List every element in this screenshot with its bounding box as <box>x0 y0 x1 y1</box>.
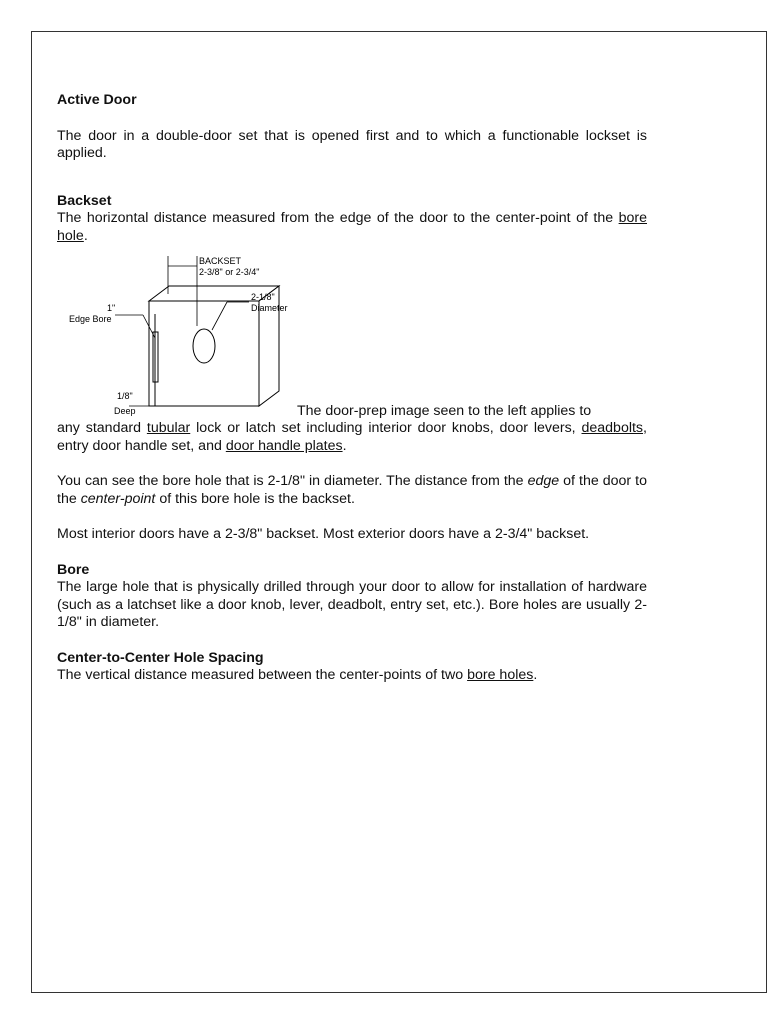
bore-hole-text-b: of the door to the <box>57 473 647 507</box>
backset-definition-text: The horizontal distance measured from the edge of the door to the center-point of the <box>57 210 614 226</box>
bore-definition: The large hole that is physically drilled through your door to allow for installation of hardware (such as a latchset like a door knob, lever, deadbolt, entry set, etc.). Bore holes are usually 2-1/8" in diameter. <box>57 579 647 630</box>
active-door-definition: The door in a double-door set that is opened first and to which a functionable lockset is applied. <box>57 127 647 161</box>
heading-center-to-center: Center-to-Center Hole Spacing <box>57 649 264 666</box>
backset-period: . <box>83 227 88 244</box>
deep-label: Deep <box>114 406 136 416</box>
link-door-handle-plates[interactable]: door handle plates <box>225 437 343 454</box>
emphasis-center-point: center-point <box>80 490 156 507</box>
link-bore-hole[interactable]: bore hole <box>57 210 647 244</box>
heading-bore: Bore <box>57 561 90 578</box>
heading-active-door: Active Door <box>57 92 137 108</box>
backset-definition <box>57 210 647 245</box>
heading-backset: Backset <box>57 192 112 209</box>
document-content <box>57 62 647 685</box>
link-bore-holes[interactable]: bore holes <box>467 667 534 683</box>
backset-label: BACKSET <box>199 256 242 266</box>
bore-hole-explanation <box>57 473 647 508</box>
door-prep-text-c: , entry door handle set, and <box>57 420 647 454</box>
bore-hole-text-a: You can see the bore hole that is 2-1/8" in diameter. The distance from the <box>57 473 524 489</box>
center-to-center-definition <box>57 667 647 685</box>
deep-value-label: 1/8" <box>117 391 133 401</box>
link-deadbolts[interactable]: deadbolts <box>581 420 644 436</box>
bore-hole-text-c: of this bore hole is the backset. <box>159 490 355 507</box>
door-prep-text-a: any standard <box>57 420 141 436</box>
door-prep-figure-row <box>57 254 647 420</box>
center-to-center-text: The vertical distance measured between the center-points of two <box>57 667 464 683</box>
backset-values-label: 2-3/8" or 2-3/4" <box>199 267 260 277</box>
edge-bore-value-label: 1" <box>107 303 116 313</box>
center-to-center-period: . <box>533 667 538 683</box>
emphasis-edge: edge <box>527 473 560 489</box>
edge-bore-label: Edge Bore <box>69 314 112 324</box>
door-prep-explanation <box>57 420 647 455</box>
diameter-label: Diameter <box>251 303 288 313</box>
bore-hole-circle <box>193 329 215 363</box>
link-tubular[interactable]: tubular <box>146 420 191 436</box>
figure-caption: The door-prep image seen to the left applies to <box>297 402 592 419</box>
door-prep-text-d: . <box>342 437 347 454</box>
door-prep-diagram <box>57 254 307 420</box>
backset-sizes: Most interior doors have a 2-3/8" backset. Most exterior doors have a 2-3/4" backset. <box>57 526 590 542</box>
diameter-value-label: 2-1/8" <box>251 292 275 302</box>
door-prep-text-b: lock or latch set including interior door knobs, door levers, <box>196 420 576 436</box>
